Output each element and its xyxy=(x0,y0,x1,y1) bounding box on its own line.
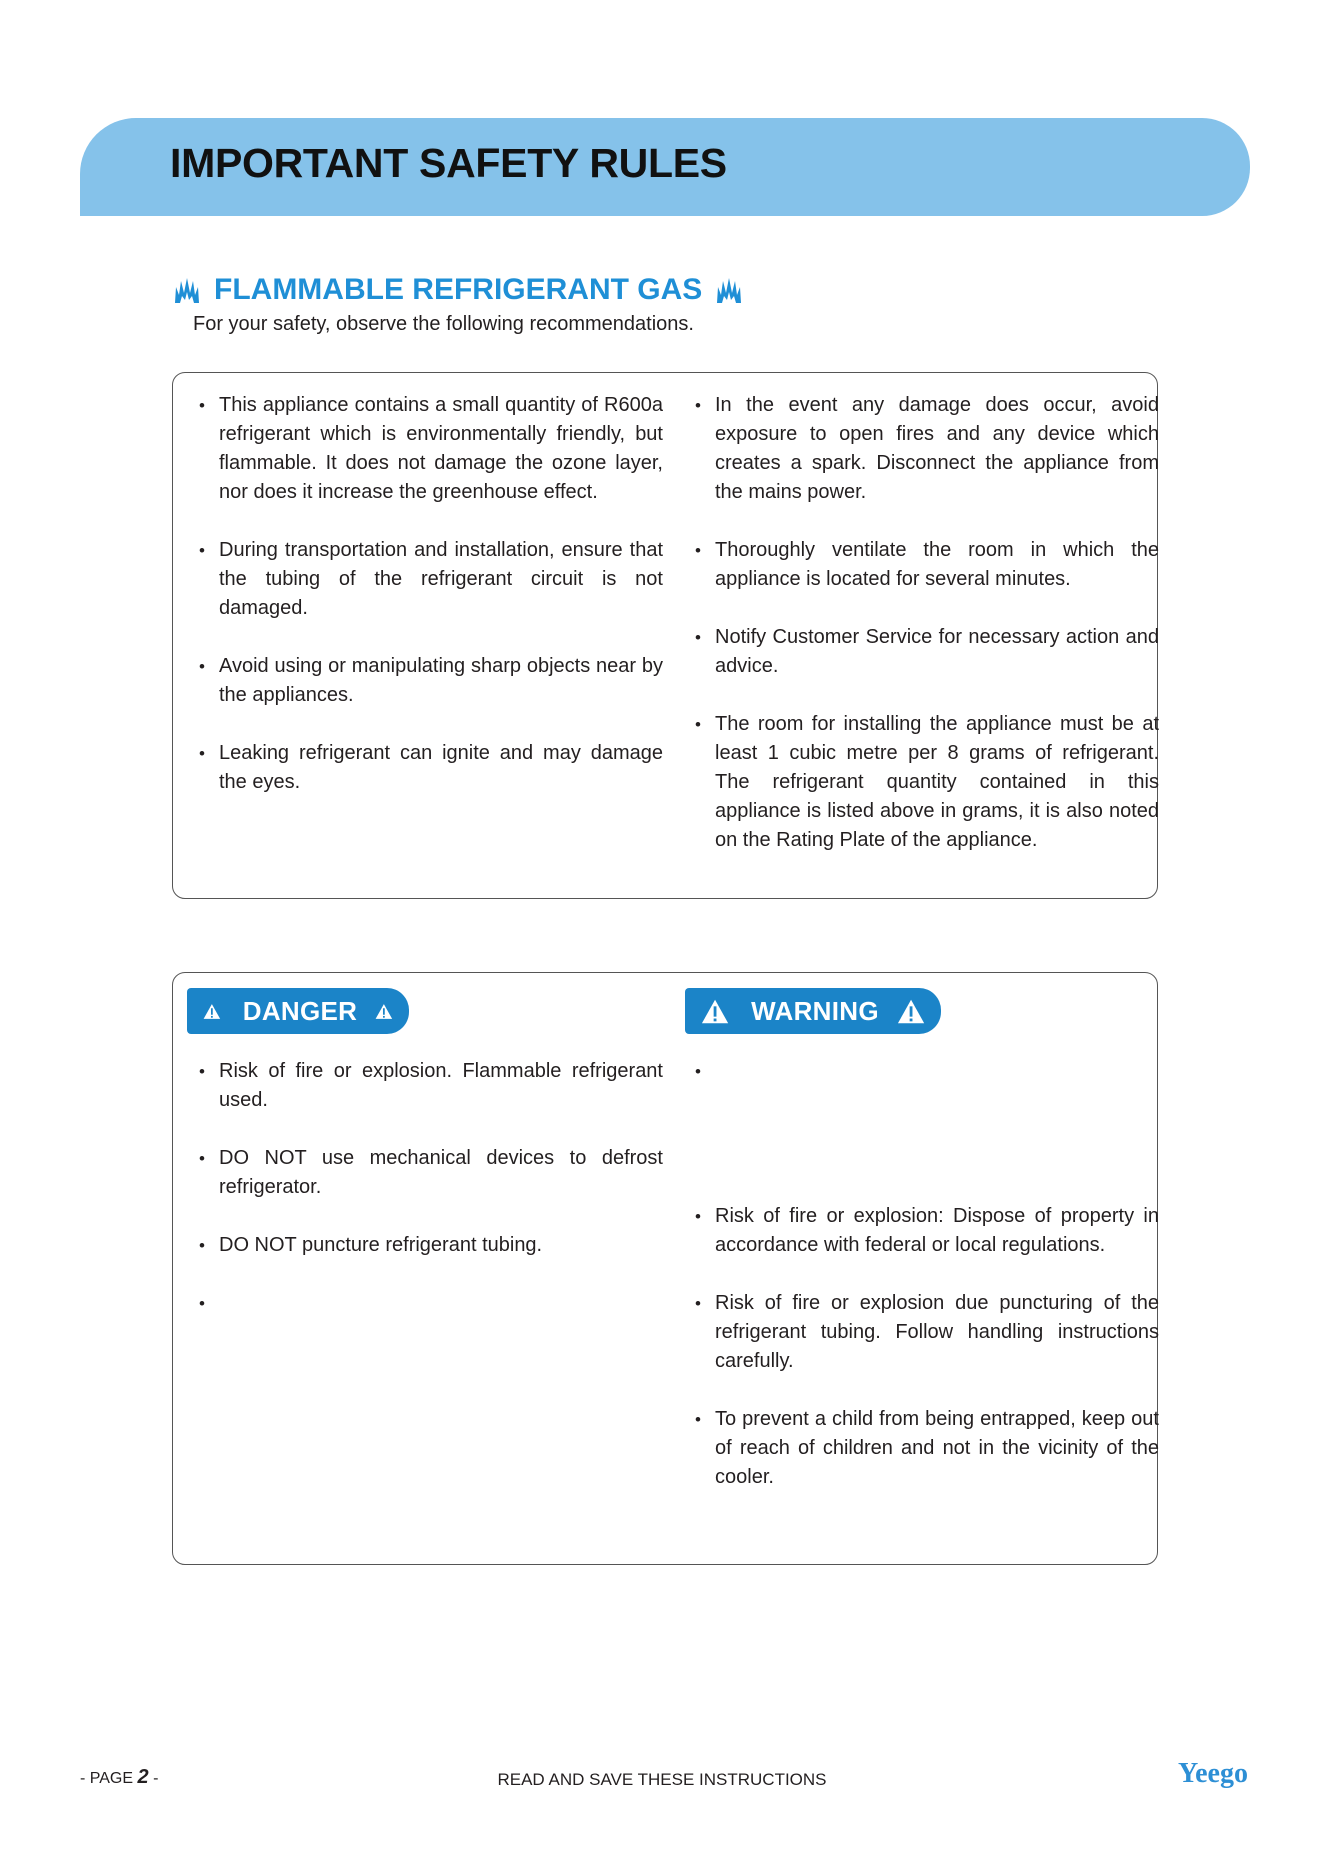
recommendations-left-column xyxy=(197,391,663,826)
warning-triangle-icon xyxy=(375,998,393,1025)
list-item: • This appliance contains a small quantity of R600a refrigerant which is environmentally friendly, but flammable. It does not damage the ozone layer, nor does it increase the greenhouse effect. xyxy=(197,391,663,507)
list-item: • In the event any damage does occur, avoid exposure to open fires and any device which creates a spark. Disconnect the appliance from the mains power. xyxy=(693,391,1159,507)
flammable-gas-box xyxy=(172,372,1158,899)
recommendations-right-column xyxy=(693,391,1159,884)
list-item: • During transportation and installation, ensure that the tubing of the refrigerant circuit is not damaged. xyxy=(197,536,663,623)
warning-label: WARNING xyxy=(751,995,879,1026)
section-heading xyxy=(174,270,742,310)
warning-triangle-icon xyxy=(897,998,925,1025)
warning-triangle-icon xyxy=(701,998,729,1025)
list-item: • Avoid using or manipulating sharp objects near by the appliances. xyxy=(197,652,663,710)
section-title: FLAMMABLE REFRIGERANT GAS xyxy=(214,273,703,306)
page-title: IMPORTANT SAFETY RULES xyxy=(170,140,727,186)
flame-icon xyxy=(716,276,742,304)
list-item xyxy=(693,1057,1159,1173)
list-item: • DO NOT use mechanical devices to defrost refrigerator. xyxy=(197,1144,663,1202)
brand-logo: Yeego xyxy=(1178,1758,1248,1789)
warning-column xyxy=(693,1057,1159,1521)
page-prefix: - PAGE xyxy=(80,1770,134,1787)
flame-icon xyxy=(174,276,200,304)
list-item: • Thoroughly ventilate the room in which the appliance is located for several minutes. xyxy=(693,536,1159,594)
list-item: • Risk of fire or explosion due puncturing of the refrigerant tubing. Follow handling instructions carefully. xyxy=(693,1289,1159,1376)
list-item: • DO NOT puncture refrigerant tubing. xyxy=(197,1231,663,1260)
warning-tag xyxy=(685,988,941,1034)
list-item: • Risk of fire or explosion: Dispose of property in accordance with federal or local regulations. xyxy=(693,1202,1159,1260)
list-item xyxy=(197,1289,663,1318)
page-suffix: - xyxy=(153,1770,159,1787)
list-item: • Risk of fire or explosion. Flammable refrigerant used. xyxy=(197,1057,663,1115)
warning-triangle-icon xyxy=(203,998,221,1025)
danger-label: DANGER xyxy=(242,995,358,1026)
footer-instructions: READ AND SAVE THESE INSTRUCTIONS xyxy=(497,1770,827,1789)
list-item: • Notify Customer Service for necessary action and advice. xyxy=(693,623,1159,681)
list-item: • Leaking refrigerant can ignite and may damage the eyes. xyxy=(197,739,663,797)
danger-warning-box xyxy=(172,972,1158,1565)
list-item: • To prevent a child from being entrapped, keep out of reach of children and not in the vicinity of the cooler. xyxy=(693,1405,1159,1492)
page-number-value: 2 xyxy=(137,1766,149,1788)
list-item: • The room for installing the appliance must be at least 1 cubic metre per 8 grams of refrigerant. The refrigerant quantity contained in this appliance is listed above in grams, it is also noted on the Rating Plate of the appliance. xyxy=(693,710,1159,855)
header-band xyxy=(80,118,1250,216)
danger-tag xyxy=(187,988,409,1034)
danger-column xyxy=(197,1057,663,1347)
section-intro: For your safety, observe the following recommendations. xyxy=(193,313,694,335)
